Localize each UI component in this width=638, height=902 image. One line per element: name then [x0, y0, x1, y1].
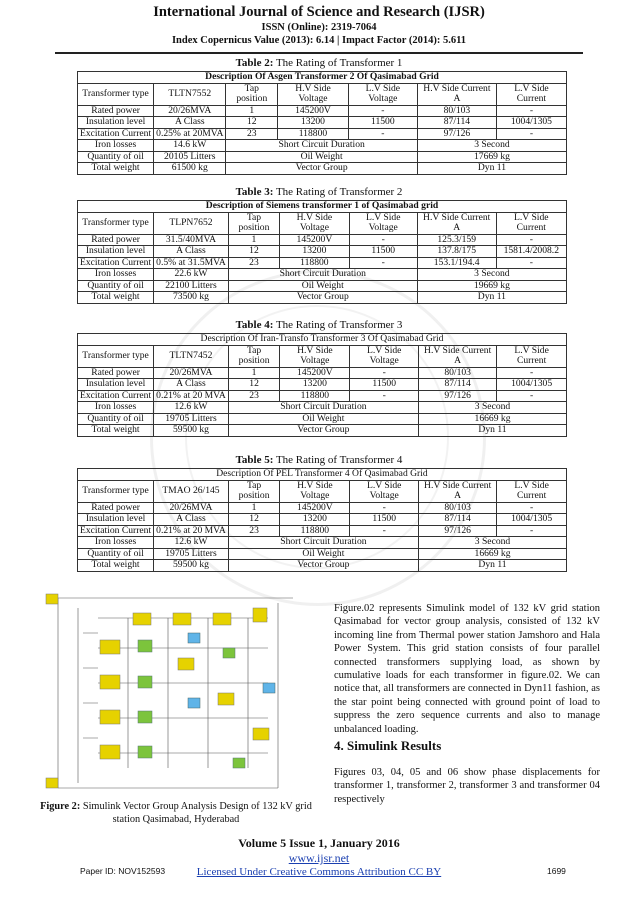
table-cell: 23: [228, 257, 279, 269]
table-cell: 13200: [280, 379, 350, 391]
table-cell: L.V Side Voltage: [349, 212, 417, 234]
table-cell: Vector Group: [228, 292, 417, 304]
table-title: Description Of Iran-Transfo Transformer 3 Of Qasimabad Grid: [78, 334, 567, 346]
table-cell: Transformer type: [78, 345, 154, 367]
table-cell: Iron losses: [78, 140, 154, 152]
table-cell: Total weight: [78, 425, 154, 437]
table-cell: Quantity of oil: [78, 548, 154, 560]
table-cell: 20/26MVA: [154, 502, 229, 514]
table-cell: 59500 kg: [154, 560, 229, 572]
table-cell: 23: [226, 128, 278, 140]
table-cell: 19669 kg: [417, 280, 566, 292]
table-cell: L.V Side Current: [497, 345, 567, 367]
table-cell: 31.5/40MVA: [154, 234, 229, 246]
table-cell: 145200V: [278, 105, 349, 117]
table-cell: -: [350, 525, 419, 537]
table-cell: Tap position: [228, 480, 280, 502]
rating-table: [77, 468, 567, 572]
table-cell: 97/126: [417, 128, 496, 140]
table-cell: 1004/1305: [497, 514, 567, 526]
table-cell: 11500: [349, 246, 417, 258]
table-cell: 145200V: [280, 367, 350, 379]
rating-table: [77, 200, 567, 304]
table-cell: 22100 Litters: [154, 280, 229, 292]
table-cell: 22.6 kW: [154, 269, 229, 281]
caption-text: The Rating of Transformer 4: [275, 454, 403, 466]
table-cell: Insulation level: [78, 246, 154, 258]
table-cell: Rated power: [78, 367, 154, 379]
table-cell: Insulation level: [78, 514, 154, 526]
caption-text: The Rating of Transformer 1: [275, 57, 403, 69]
table-cell: 145200V: [280, 234, 350, 246]
table-cell: Tap position: [228, 212, 279, 234]
table-cell: 80/103: [417, 105, 496, 117]
table-cell: 1581.4/2008.2: [496, 246, 566, 258]
table-cell: Quantity of oil: [78, 280, 154, 292]
table-cell: Short Circuit Duration: [226, 140, 418, 152]
table-cell: A Class: [154, 379, 229, 391]
table-cell: TMAO 26/145: [154, 480, 229, 502]
journal-header: [0, 4, 638, 47]
table-cell: 12: [228, 246, 279, 258]
table-cell: 20105 Litters: [154, 151, 226, 163]
table-cell: H.V Side Voltage: [280, 212, 350, 234]
table-cell: 97/126: [419, 525, 497, 537]
table-cell: Insulation level: [78, 379, 154, 391]
table-cell: 80/103: [419, 367, 497, 379]
table-cell: 16669 kg: [419, 548, 567, 560]
table-cell: L.V Side Voltage: [350, 480, 419, 502]
table-cell: H.V Side Voltage: [280, 345, 350, 367]
table-cell: Transformer type: [78, 480, 154, 502]
license-link[interactable]: Licensed Under Creative Commons Attribution CC BY: [196, 866, 442, 878]
table-cell: 87/114: [417, 117, 496, 129]
table-title: Description Of Asgen Transformer 2 Of Qasimabad Grid: [78, 72, 567, 84]
table-cell: 1: [228, 234, 279, 246]
table-cell: 118800: [280, 257, 350, 269]
table-cell: 0.21% at 20 MVA: [154, 525, 229, 537]
table-cell: -: [350, 502, 419, 514]
table-cell: Iron losses: [78, 269, 154, 281]
simulink-diagram: [38, 588, 308, 798]
table-cell: 118800: [280, 390, 350, 402]
page-number: 1699: [547, 866, 566, 876]
table-cell: -: [348, 128, 417, 140]
journal-title: International Journal of Science and Research (IJSR): [153, 4, 485, 20]
caption-label: Table 4:: [235, 319, 274, 331]
table-cell: 73500 kg: [154, 292, 229, 304]
table-cell: H.V Side Current A: [417, 212, 496, 234]
table-cell: H.V Side Voltage: [280, 480, 350, 502]
table-cell: Dyn 11: [417, 292, 566, 304]
table-cell: Oil Weight: [228, 413, 418, 425]
table-cell: 3 Second: [419, 537, 567, 549]
table-cell: A Class: [154, 117, 226, 129]
table-cell: Excitation Current: [78, 525, 154, 537]
table-cell: 1004/1305: [497, 379, 567, 391]
table-cell: Short Circuit Duration: [228, 402, 418, 414]
table-cell: H.V Side Current A: [417, 83, 496, 105]
table-cell: 59500 kg: [154, 425, 229, 437]
table-cell: H.V Side Current A: [419, 480, 497, 502]
table-cell: Short Circuit Duration: [228, 537, 418, 549]
table-cell: -: [350, 390, 419, 402]
table-cell: Quantity of oil: [78, 151, 154, 163]
table-cell: 12.6 kW: [154, 537, 229, 549]
figure-caption: [38, 800, 314, 826]
table-cell: Excitation Current: [78, 128, 154, 140]
table-cell: 12: [226, 117, 278, 129]
table-cell: H.V Side Current A: [419, 345, 497, 367]
table-cell: Tap position: [226, 83, 278, 105]
table-cell: 118800: [278, 128, 349, 140]
table-cell: Total weight: [78, 163, 154, 175]
table-caption: [0, 319, 638, 332]
issn: ISSN (Online): 2319-7064: [261, 22, 377, 33]
table-cell: -: [497, 525, 567, 537]
paper-id: Paper ID: NOV152593: [80, 866, 166, 876]
caption-label: Table 3:: [235, 186, 274, 198]
table-cell: TLTN7552: [154, 83, 226, 105]
table-cell: 145200V: [280, 502, 350, 514]
table-cell: 0.25% at 20MVA: [154, 128, 226, 140]
caption-label: Figure 2:: [40, 801, 81, 812]
table-cell: Rated power: [78, 502, 154, 514]
caption-text: The Rating of Transformer 2: [275, 186, 403, 198]
table-cell: 11500: [350, 514, 419, 526]
table-cell: 1: [228, 367, 280, 379]
table-cell: -: [349, 234, 417, 246]
table-cell: Short Circuit Duration: [228, 269, 417, 281]
table-cell: 1: [228, 502, 280, 514]
caption-text: Simulink Vector Group Analysis Design of 132 kV grid station Qasimabad, Hyderabad: [82, 801, 312, 825]
table-title: Description Of PEL Transformer 4 Of Qasimabad Grid: [78, 469, 567, 481]
index-line: Index Copernicus Value (2013): 6.14 | Impact Factor (2014): 5.611: [171, 35, 467, 46]
table-cell: Excitation Current: [78, 390, 154, 402]
table-cell: 118800: [280, 525, 350, 537]
table-cell: Total weight: [78, 560, 154, 572]
table-cell: Oil Weight: [226, 151, 418, 163]
table-cell: -: [497, 390, 567, 402]
table-cell: 23: [228, 390, 280, 402]
table-cell: -: [497, 367, 567, 379]
caption-text: The Rating of Transformer 3: [275, 319, 403, 331]
table-cell: Oil Weight: [228, 280, 417, 292]
table-cell: Total weight: [78, 292, 154, 304]
table-cell: Transformer type: [78, 83, 154, 105]
table-cell: 13200: [280, 246, 350, 258]
table-cell: 11500: [350, 379, 419, 391]
journal-link[interactable]: www.ijsr.net: [288, 851, 350, 865]
table-cell: 125.3/159: [417, 234, 496, 246]
table-cell: Dyn 11: [419, 560, 567, 572]
table-cell: -: [496, 128, 566, 140]
table-cell: 12.6 kW: [154, 402, 229, 414]
table-cell: 1004/1305: [496, 117, 566, 129]
section-heading: 4. Simulink Results: [334, 738, 442, 753]
caption-label: Table 5:: [235, 454, 274, 466]
table-cell: TLTN7452: [154, 345, 229, 367]
table-cell: Transformer type: [78, 212, 154, 234]
table-cell: L.V Side Voltage: [348, 83, 417, 105]
table-cell: Dyn 11: [419, 425, 567, 437]
table-cell: 0.5% at 31.5MVA: [154, 257, 229, 269]
table-cell: 87/114: [419, 514, 497, 526]
table-cell: Dyn 11: [417, 163, 566, 175]
table-cell: 137.8/175: [417, 246, 496, 258]
table-cell: 61500 kg: [154, 163, 226, 175]
rating-table: [77, 71, 567, 175]
caption-label: Table 2:: [235, 57, 274, 69]
table-cell: L.V Side Current: [496, 83, 566, 105]
table-cell: Vector Group: [228, 425, 418, 437]
table-caption: [0, 57, 638, 70]
table-cell: 87/114: [419, 379, 497, 391]
table-cell: Vector Group: [228, 560, 418, 572]
table-cell: Rated power: [78, 234, 154, 246]
table-cell: A Class: [154, 514, 229, 526]
paragraph: Figure.02 represents Simulink model of 132 kV grid station Qasimabad for vector group analysis, consisted of 132 kV incoming line from Thermal power station Jamshoro and Hala Power System. This grid station consists of four parallel connected transformers supplying load, as shown by cumulative loads for each transformer in figure.02. We can notice that, all transformers are connected in Dyn11 fashion, as the star point being connected with ground point of load to suppress the zero sequence currents and also to manage unbalanced loading.: [334, 603, 600, 735]
table-cell: 13200: [278, 117, 349, 129]
table-cell: H.V Side Voltage: [278, 83, 349, 105]
table-cell: -: [350, 367, 419, 379]
table-cell: 3 Second: [417, 140, 566, 152]
table-cell: -: [496, 234, 566, 246]
table-cell: 23: [228, 525, 280, 537]
table-cell: Quantity of oil: [78, 413, 154, 425]
table-cell: L.V Side Current: [496, 212, 566, 234]
table-cell: 11500: [348, 117, 417, 129]
table-cell: 13200: [280, 514, 350, 526]
volume-line: Volume 5 Issue 1, January 2016: [238, 836, 400, 850]
table-cell: 3 Second: [419, 402, 567, 414]
table-cell: 20/26MVA: [154, 105, 226, 117]
table-cell: L.V Side Current: [497, 480, 567, 502]
table-cell: 12: [228, 379, 280, 391]
table-cell: 1: [226, 105, 278, 117]
table-cell: Iron losses: [78, 537, 154, 549]
table-cell: -: [349, 257, 417, 269]
table-cell: 14.6 kW: [154, 140, 226, 152]
header-rule: [55, 52, 583, 54]
table-cell: A Class: [154, 246, 229, 258]
table-cell: L.V Side Voltage: [350, 345, 419, 367]
table-cell: -: [496, 105, 566, 117]
table-cell: 97/126: [419, 390, 497, 402]
table-cell: 17669 kg: [417, 151, 566, 163]
table-cell: 16669 kg: [419, 413, 567, 425]
table-cell: -: [497, 502, 567, 514]
table-cell: -: [348, 105, 417, 117]
table-cell: 80/103: [419, 502, 497, 514]
table-cell: 20/26MVA: [154, 367, 229, 379]
rating-table: [77, 333, 567, 437]
table-title: Description of Siemens transformer 1 of Qasimabad grid: [78, 201, 567, 213]
table-cell: 0.21% at 20 MVA: [154, 390, 229, 402]
table-cell: Tap position: [228, 345, 280, 367]
table-cell: Insulation level: [78, 117, 154, 129]
table-cell: Vector Group: [226, 163, 418, 175]
table-cell: 19705 Litters: [154, 548, 229, 560]
table-cell: 3 Second: [417, 269, 566, 281]
table-cell: 12: [228, 514, 280, 526]
table-cell: Iron losses: [78, 402, 154, 414]
table-cell: -: [496, 257, 566, 269]
table-cell: Oil Weight: [228, 548, 418, 560]
table-caption: [0, 454, 638, 467]
table-cell: Excitation Current: [78, 257, 154, 269]
table-cell: 153.1/194.4: [417, 257, 496, 269]
paragraph: Figures 03, 04, 05 and 06 show phase displacements for transformer 1, transformer 2, transformer 3 and transformer 04 respectively: [334, 767, 600, 805]
table-caption: [0, 186, 638, 199]
table-cell: 19705 Litters: [154, 413, 229, 425]
table-cell: Rated power: [78, 105, 154, 117]
table-cell: TLPN7652: [154, 212, 229, 234]
